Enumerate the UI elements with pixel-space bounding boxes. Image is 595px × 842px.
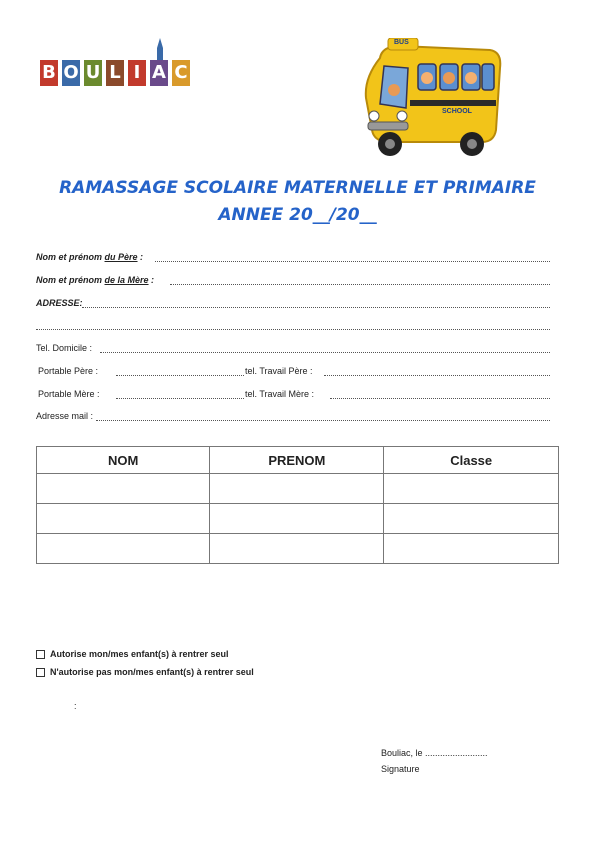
table-cell-classe[interactable]	[384, 504, 559, 534]
home-phone-field[interactable]	[100, 352, 550, 353]
mother-mobile-label: Portable Mère :	[38, 389, 100, 399]
children-table	[36, 446, 559, 564]
checkbox-autorise[interactable]	[36, 650, 45, 659]
logo-letter: C	[172, 60, 190, 86]
column-header-prenom: PRENOM	[210, 447, 384, 474]
bus-sign-label: BUS	[394, 39, 409, 46]
home-phone-label: Tel. Domicile :	[36, 343, 93, 353]
address-label: ADRESSE:	[36, 298, 83, 308]
mother-name-field[interactable]	[170, 284, 550, 285]
table-cell-prenom[interactable]	[210, 474, 384, 504]
logo-letter: I	[128, 60, 146, 86]
checkbox-nautorise[interactable]	[36, 668, 45, 677]
father-name-label: Nom et prénom du Père :	[36, 252, 144, 262]
option-autorise-label: Autorise mon/mes enfant(s) à rentrer seul	[50, 649, 229, 659]
mother-work-phone-label: tel. Travail Mère :	[245, 389, 315, 399]
father-name-field[interactable]	[155, 261, 550, 262]
stray-colon: :	[74, 701, 77, 711]
table-row	[37, 534, 559, 564]
email-field[interactable]	[96, 420, 550, 421]
table-header-row	[37, 447, 559, 474]
address-field-line1[interactable]	[82, 307, 550, 308]
table-row	[37, 474, 559, 504]
mother-mobile-field[interactable]	[116, 398, 244, 399]
table-cell-classe[interactable]	[384, 534, 559, 564]
school-bus-illustration	[350, 38, 510, 163]
table-cell-prenom[interactable]	[210, 534, 384, 564]
school-year: ANNEE 20__/20__	[218, 205, 377, 225]
email-label: Adresse mail :	[36, 411, 94, 421]
option-autorise[interactable]	[36, 649, 229, 659]
mother-work-phone-field[interactable]	[330, 398, 550, 399]
option-nautorise-label: N'autorise pas mon/mes enfant(s) à rentrer seul	[50, 667, 254, 677]
father-work-phone-field[interactable]	[324, 375, 550, 376]
table-row	[37, 504, 559, 534]
table-cell-prenom[interactable]	[210, 504, 384, 534]
table-cell-nom[interactable]	[37, 504, 210, 534]
logo-letter: L	[106, 60, 124, 86]
mother-name-label: Nom et prénom de la Mère :	[36, 275, 155, 285]
table-cell-nom[interactable]	[37, 474, 210, 504]
logo-letter: B	[40, 60, 58, 86]
logo-letter: O	[62, 60, 80, 86]
father-work-phone-label: tel. Travail Père :	[245, 366, 313, 376]
column-header-nom: NOM	[37, 447, 210, 474]
page-title: RAMASSAGE SCOLAIRE MATERNELLE ET PRIMAIRE	[59, 178, 536, 198]
father-mobile-field[interactable]	[116, 375, 244, 376]
bus-school-label: SCHOOL	[442, 108, 472, 115]
father-mobile-label: Portable Père :	[38, 366, 99, 376]
bouliac-logo	[36, 38, 196, 94]
table-cell-classe[interactable]	[384, 474, 559, 504]
logo-letter: A	[150, 60, 168, 86]
address-field-line2[interactable]	[36, 329, 550, 330]
table-cell-nom[interactable]	[37, 534, 210, 564]
logo-letter: U	[84, 60, 102, 86]
place-date: Bouliac, le .........................	[381, 748, 488, 758]
option-nautorise[interactable]	[36, 667, 254, 677]
signature-label: Signature	[381, 764, 420, 774]
column-header-classe: Classe	[384, 447, 559, 474]
